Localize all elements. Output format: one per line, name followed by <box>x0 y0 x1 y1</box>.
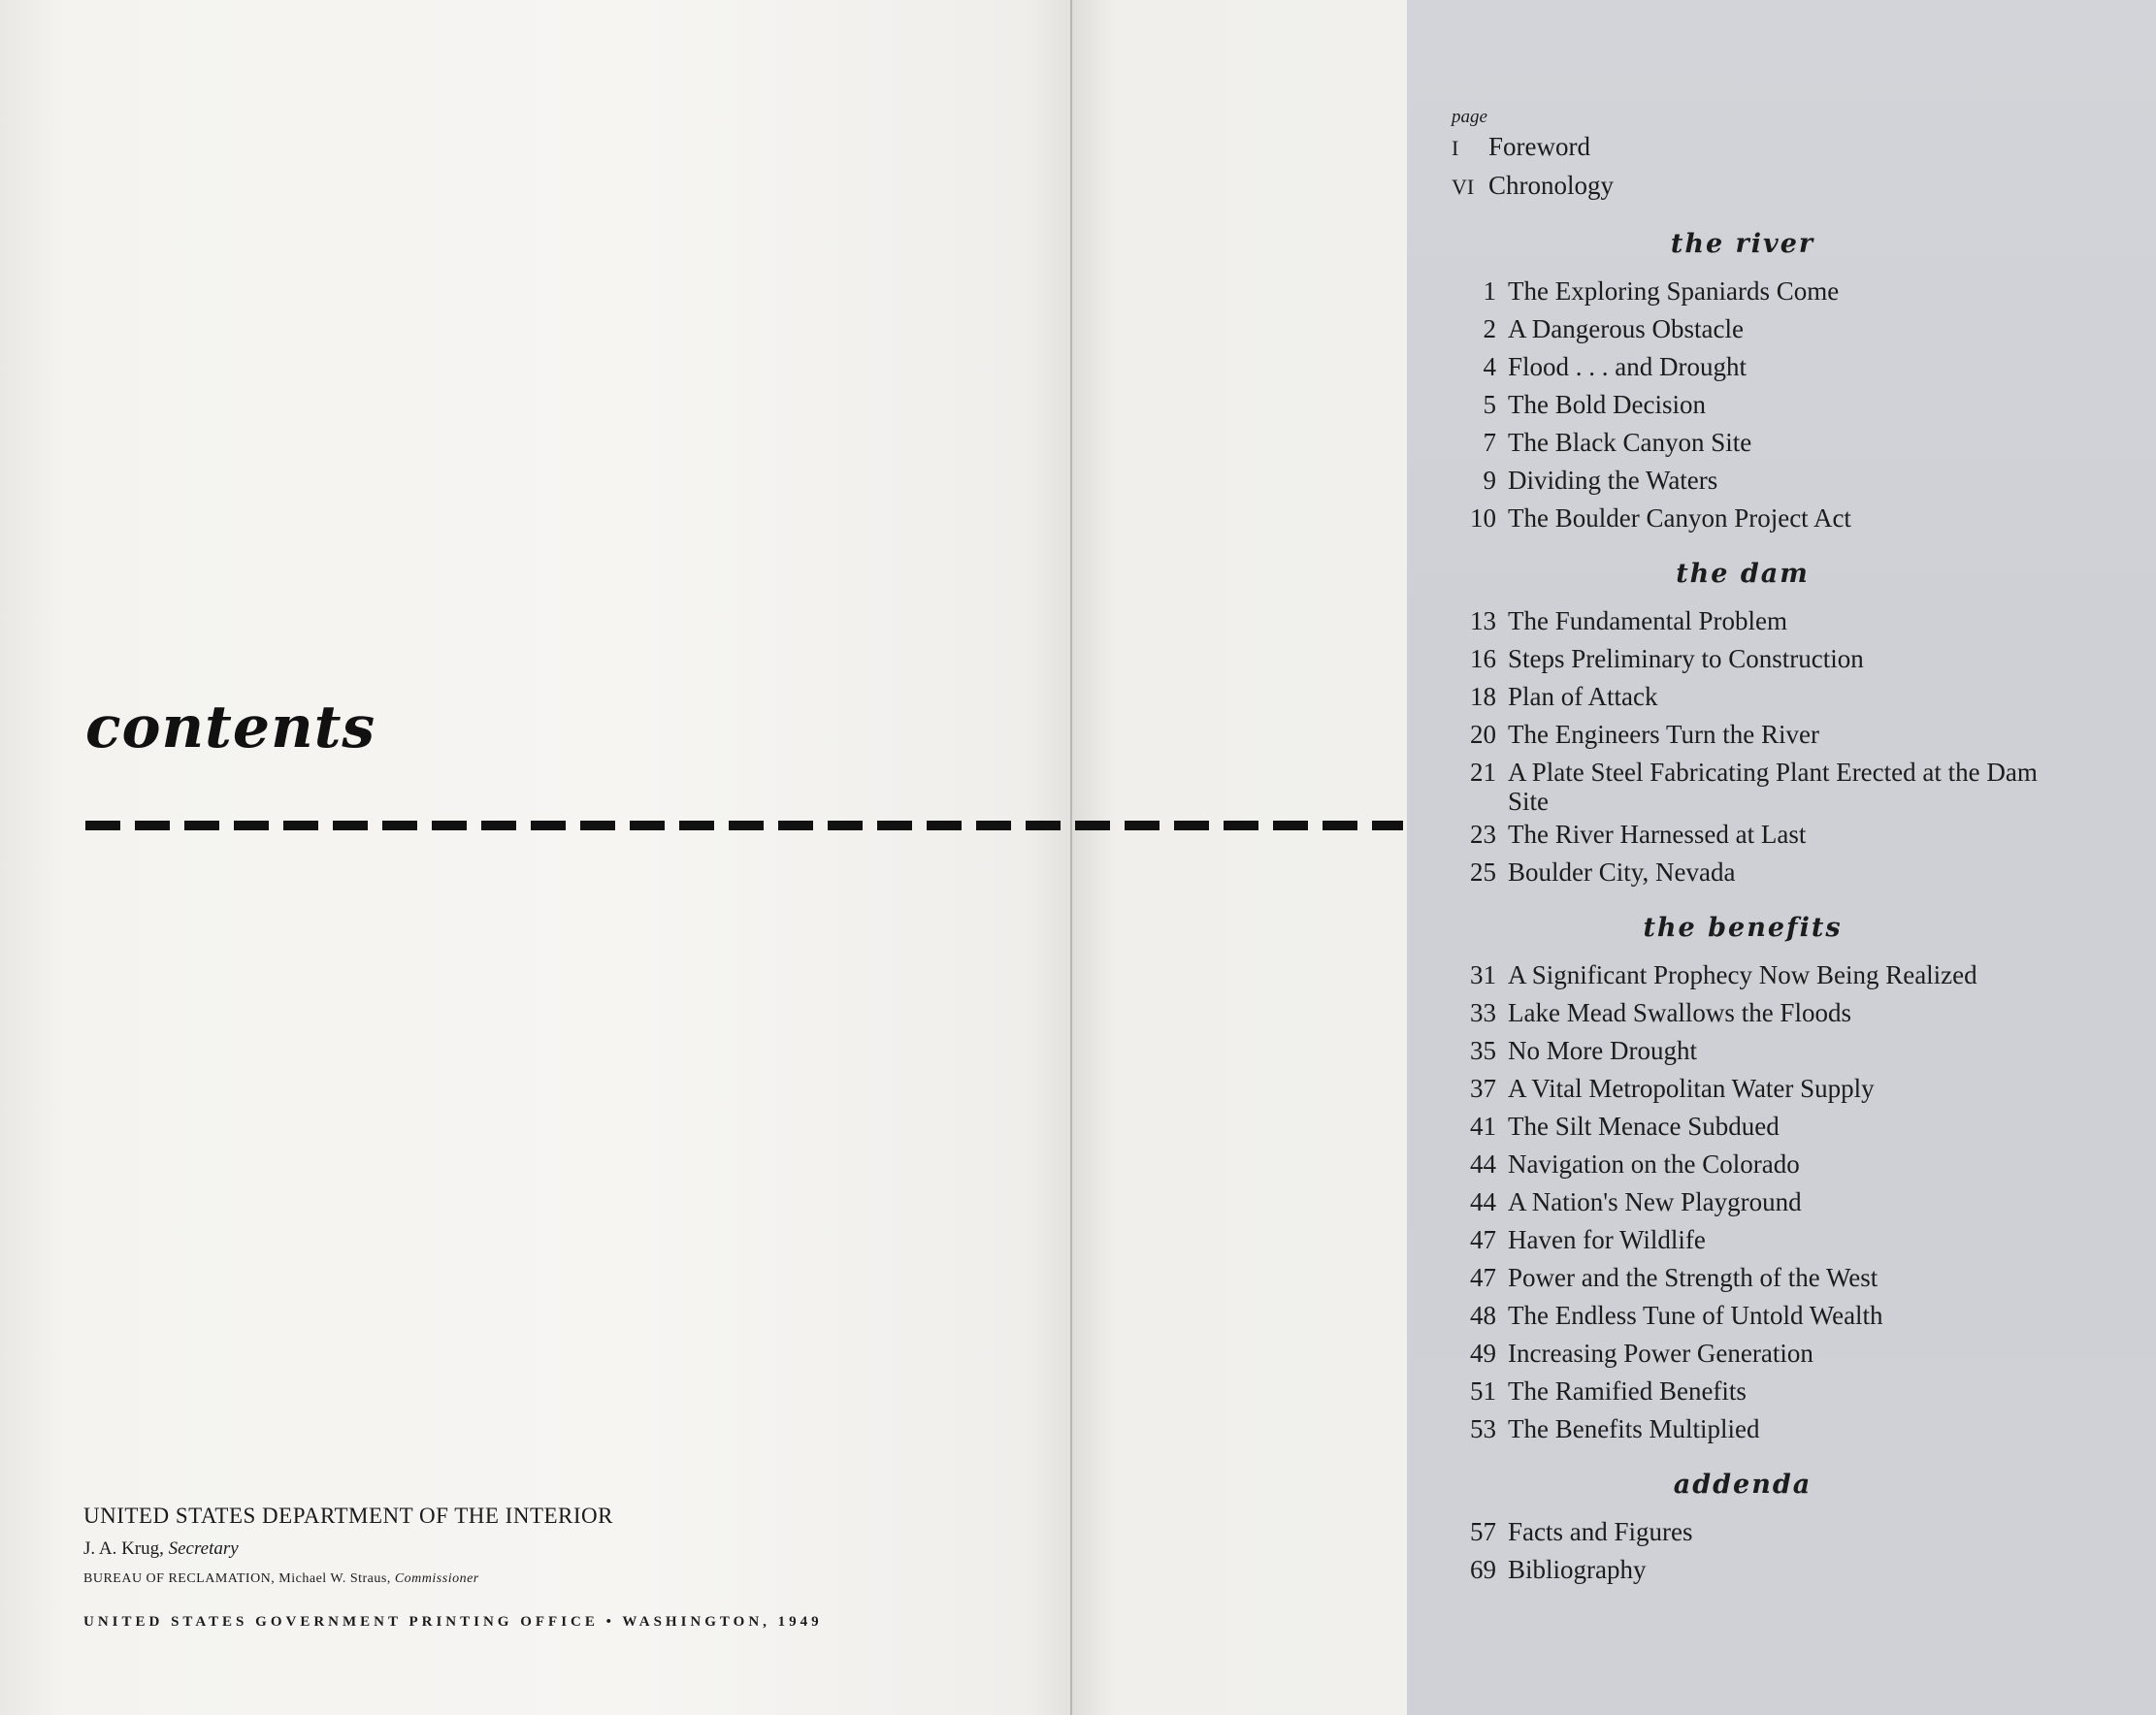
toc-entry <box>1452 1221 2073 1259</box>
toc-entry-title: Foreword <box>1488 132 1590 161</box>
toc-entry-title: Plan of Attack <box>1508 682 1658 711</box>
toc-entry-title: A Vital Metropolitan Water Supply <box>1508 1074 1875 1103</box>
toc-entry-title: The Fundamental Problem <box>1508 606 1787 635</box>
section-heading: the river <box>1670 229 1815 259</box>
secretary-name: J. A. Krug, <box>83 1538 164 1559</box>
toc-entry-title: The Exploring Spaniards Come <box>1508 276 1840 306</box>
toc-entry <box>1452 273 2073 310</box>
toc-page-number: I <box>1452 136 1459 160</box>
section-heading: the dam <box>1676 559 1810 589</box>
toc-entry-title: The Endless Tune of Untold Wealth <box>1508 1301 1883 1330</box>
toc-entry <box>1452 1551 2073 1589</box>
toc-entry <box>1452 678 2073 716</box>
toc-entry <box>1452 500 2073 537</box>
toc-sections <box>1452 229 2073 1589</box>
toc-page-number: 2 <box>1483 314 1496 343</box>
toc-page-number: 33 <box>1470 998 1496 1027</box>
toc-entry-title: Boulder City, Nevada <box>1508 858 1736 887</box>
toc-entry-title: Chronology <box>1488 171 1615 200</box>
commissioner-title: Commissioner <box>394 1571 479 1586</box>
toc-entry <box>1452 424 2073 462</box>
toc-entry <box>1452 1032 2073 1070</box>
toc-entry-title: The Ramified Benefits <box>1508 1376 1747 1406</box>
toc-entry-title: Flood . . . and Drought <box>1508 352 1747 381</box>
toc-entry-title: Lake Mead Swallows the Floods <box>1508 998 1851 1027</box>
toc-entry <box>1452 1410 2073 1448</box>
toc-entry-title: Steps Preliminary to Construction <box>1508 644 1864 673</box>
toc-entry-title: The Benefits Multiplied <box>1508 1414 1760 1443</box>
toc-entry <box>1452 1513 2073 1551</box>
toc-page-number: 20 <box>1470 720 1496 749</box>
place-year: WASHINGTON, 1949 <box>622 1614 823 1630</box>
toc-entry-title: A Nation's New Playground <box>1508 1187 1802 1216</box>
toc-entry <box>1452 754 2073 816</box>
secretary-title: Secretary <box>168 1538 239 1559</box>
front-matter-list <box>1452 128 2073 206</box>
toc-page-number: 41 <box>1470 1112 1496 1141</box>
toc-entry <box>1452 386 2073 424</box>
toc-entry <box>1452 994 2073 1032</box>
toc-entry <box>1452 348 2073 386</box>
toc-page-number: 47 <box>1470 1263 1496 1292</box>
toc-page-number: 44 <box>1470 1187 1496 1216</box>
toc-entry <box>1452 167 2073 206</box>
toc-page-number: 69 <box>1470 1555 1496 1584</box>
toc-entry <box>1452 1335 2073 1373</box>
toc-entry-title: A Plate Steel Fabricating Plant Erected at the Dam Site <box>1508 758 2038 816</box>
toc-page-number: 16 <box>1470 644 1496 673</box>
printing-office-line <box>83 1614 1054 1631</box>
toc-entry-title: The Silt Menace Subdued <box>1508 1112 1780 1141</box>
toc-page-number: 57 <box>1470 1517 1496 1546</box>
toc-page-number: 31 <box>1470 960 1496 989</box>
toc-entry-title: The Black Canyon Site <box>1508 428 1752 457</box>
toc-page-number: 35 <box>1470 1036 1496 1065</box>
printing-office: UNITED STATES GOVERNMENT PRINTING OFFICE <box>83 1614 599 1630</box>
section-heading: addenda <box>1673 1470 1813 1500</box>
toc-entry-title: No More Drought <box>1508 1036 1697 1065</box>
toc-entry-title: Power and the Strength of the West <box>1508 1263 1878 1292</box>
toc-entry-title: A Significant Prophecy Now Being Realized <box>1508 960 1977 989</box>
toc-entry <box>1452 128 2073 167</box>
toc-entry <box>1452 1259 2073 1297</box>
page-column-label: page <box>1452 107 1487 127</box>
toc-page-number: 21 <box>1470 758 1496 787</box>
toc-page-number: 13 <box>1470 606 1496 635</box>
toc-entry-title: Facts and Figures <box>1508 1517 1693 1546</box>
imprint <box>83 1504 1054 1631</box>
book-spine <box>1070 0 1072 1715</box>
dashed-rule <box>85 821 1403 830</box>
toc-page-number: 48 <box>1470 1301 1496 1330</box>
toc-page-number: 44 <box>1470 1149 1496 1179</box>
toc-entry <box>1452 640 2073 678</box>
toc-entry <box>1452 816 2073 854</box>
toc-entry <box>1452 602 2073 640</box>
toc-page-number: 25 <box>1470 858 1496 887</box>
commissioner-name: Michael W. Straus, <box>278 1571 391 1586</box>
toc-page-number: 37 <box>1470 1074 1496 1103</box>
toc-page-number: 5 <box>1483 390 1496 419</box>
toc-page-number: 23 <box>1470 820 1496 849</box>
toc-entry-title: Increasing Power Generation <box>1508 1339 1813 1368</box>
bureau-name: BUREAU OF RECLAMATION, <box>83 1571 276 1586</box>
toc-entry <box>1452 1070 2073 1108</box>
toc-page-number: 9 <box>1483 466 1496 495</box>
secretary-line <box>83 1538 1054 1560</box>
department-line: UNITED STATES DEPARTMENT OF THE INTERIOR <box>83 1504 614 1528</box>
toc-page-number: 47 <box>1470 1225 1496 1254</box>
toc-page-number: 18 <box>1470 682 1496 711</box>
toc-entry-title: A Dangerous Obstacle <box>1508 314 1744 343</box>
toc-page-number: 53 <box>1470 1414 1496 1443</box>
toc-entry <box>1452 716 2073 754</box>
toc-entry <box>1452 1183 2073 1221</box>
toc-entry-title: The Engineers Turn the River <box>1508 720 1819 749</box>
toc-entry-title: The Boulder Canyon Project Act <box>1508 503 1851 533</box>
toc-page-number: 7 <box>1483 428 1496 457</box>
toc-entry-title: The Bold Decision <box>1508 390 1706 419</box>
toc-entry-title: Haven for Wildlife <box>1508 1225 1706 1254</box>
contents-heading: contents <box>85 694 376 761</box>
left-page <box>0 0 1071 1715</box>
toc-entry <box>1452 1146 2073 1183</box>
toc-entry <box>1452 956 2073 994</box>
toc-page-number: 10 <box>1470 503 1496 533</box>
bureau-line <box>83 1571 1054 1587</box>
toc-entry-title: Bibliography <box>1508 1555 1647 1584</box>
toc-entry <box>1452 1297 2073 1335</box>
toc-page-number: 49 <box>1470 1339 1496 1368</box>
toc-entry <box>1452 854 2073 891</box>
toc-entry <box>1452 462 2073 500</box>
bullet-icon: • <box>605 1614 615 1630</box>
table-of-contents <box>1452 107 2073 1589</box>
toc-entry <box>1452 1108 2073 1146</box>
toc-page-number: 4 <box>1483 352 1496 381</box>
toc-page-number: 1 <box>1483 276 1496 306</box>
toc-entry <box>1452 1373 2073 1410</box>
section-heading: the benefits <box>1643 913 1843 943</box>
toc-page-number: 51 <box>1470 1376 1496 1406</box>
toc-entry-title: The River Harnessed at Last <box>1508 820 1807 849</box>
toc-entry <box>1452 310 2073 348</box>
toc-entry-title: Navigation on the Colorado <box>1508 1149 1800 1179</box>
toc-page-number: VI <box>1452 175 1475 199</box>
toc-entry-title: Dividing the Waters <box>1508 466 1718 495</box>
